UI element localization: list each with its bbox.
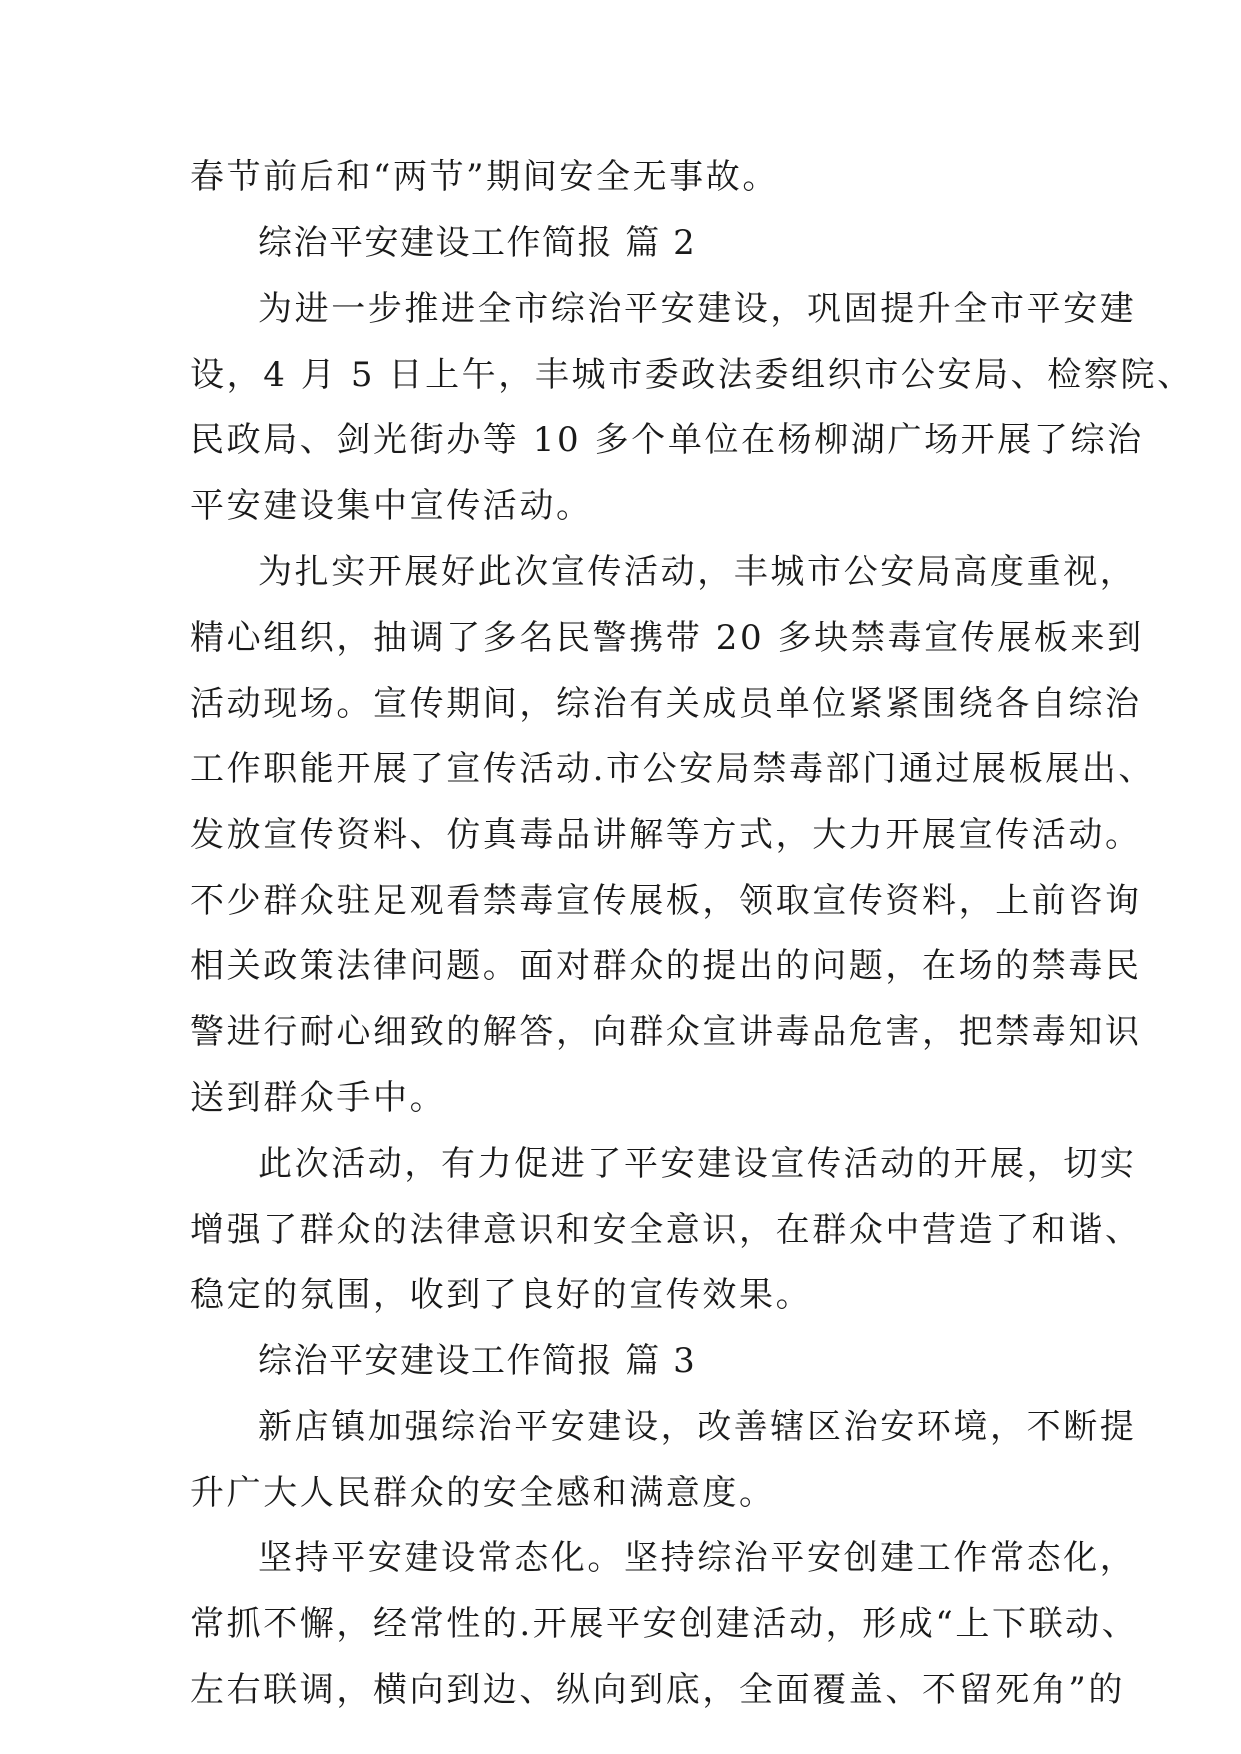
paragraph-line: 平安建设集中宣传活动。 [190, 486, 593, 526]
paragraph-line: 发放宣传资料、仿真毒品讲解等方式，大力开展宣传活动。 [190, 815, 1142, 855]
paragraph-line: 升广大人民群众的安全感和满意度。 [190, 1473, 776, 1513]
paragraph-line: 相关政策法律问题。面对群众的提出的问题，在场的禁毒民 [190, 946, 1142, 986]
paragraph-line: 增强了群众的法律意识和安全意识，在群众中营造了和谐、 [190, 1210, 1142, 1250]
paragraph-line: 为进一步推进全市综治平安建设，巩固提升全市平安建 [258, 289, 1137, 329]
paragraph-line: 精心组织，抽调了多名民警携带 20 多块禁毒宣传展板来到 [190, 618, 1144, 658]
paragraph-line: 左右联调，横向到边、纵向到底，全面覆盖、不留死角”的 [190, 1670, 1125, 1710]
paragraph-line: 不少群众驻足观看禁毒宣传展板，领取宣传资料，上前咨询 [190, 881, 1142, 921]
section-heading-2: 综治平安建设工作简报 篇 2 [258, 223, 697, 263]
paragraph-line: 新店镇加强综治平安建设，改善辖区治安环境，不断提 [258, 1407, 1137, 1447]
paragraph-line: 春节前后和“两节”期间安全无事故。 [190, 157, 779, 197]
section-heading-3: 综治平安建设工作简报 篇 3 [258, 1341, 697, 1381]
paragraph-line: 工作职能开展了宣传活动.市公安局禁毒部门通过展板展出、 [190, 749, 1156, 789]
paragraph-line: 此次活动，有力促进了平安建设宣传活动的开展，切实 [258, 1144, 1137, 1184]
paragraph-line: 为扎实开展好此次宣传活动，丰城市公安局高度重视， [258, 552, 1137, 592]
paragraph-line: 稳定的氛围，收到了良好的宣传效果。 [190, 1275, 813, 1315]
paragraph-line: 送到群众手中。 [190, 1078, 447, 1118]
paragraph-line: 警进行耐心细致的解答，向群众宣讲毒品危害，把禁毒知识 [190, 1012, 1142, 1052]
paragraph-line: 活动现场。宣传期间，综治有关成员单位紧紧围绕各自综治 [190, 684, 1142, 724]
paragraph-line: 设，4 月 5 日上午，丰城市委政法委组织市公安局、检察院、 [190, 355, 1194, 395]
paragraph-line: 坚持平安建设常态化。坚持综治平安创建工作常态化， [258, 1538, 1137, 1578]
paragraph-line: 常抓不懈，经常性的.开展平安创建活动，形成“上下联动、 [190, 1604, 1139, 1644]
paragraph-line: 民政局、剑光街办等 10 多个单位在杨柳湖广场开展了综治 [190, 420, 1144, 460]
